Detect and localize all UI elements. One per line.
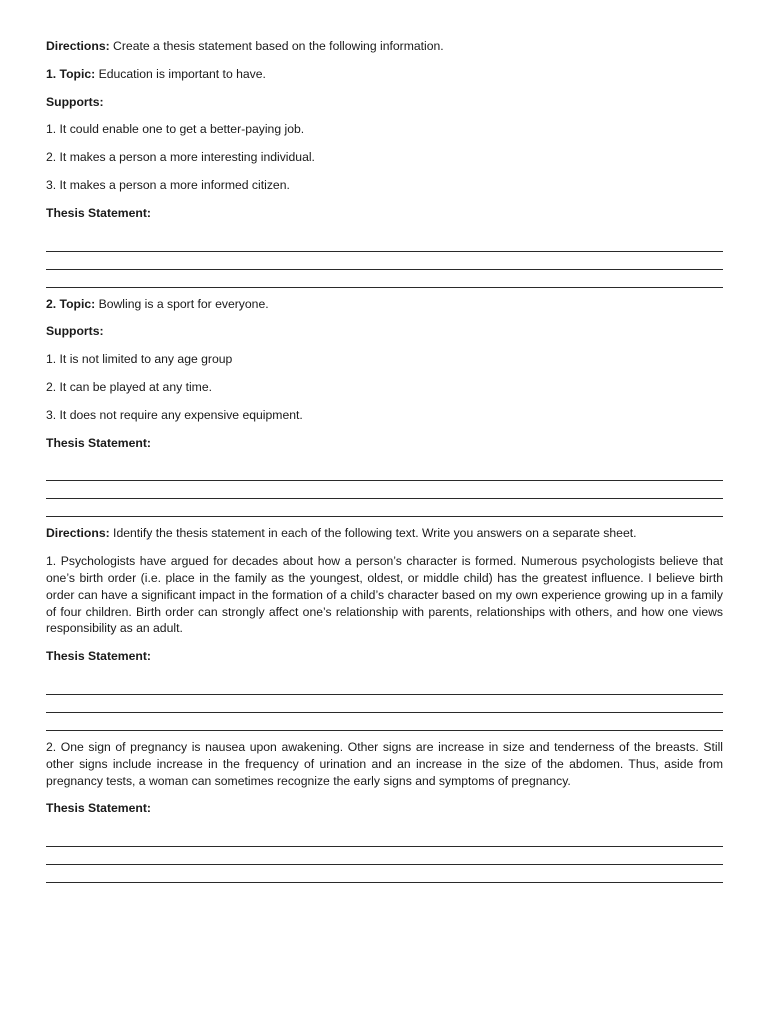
answer-line[interactable] <box>46 713 723 731</box>
item-2-support-3: 3. It does not require any expensive equipment. <box>46 407 303 422</box>
item-1-support-3: 3. It makes a person a more informed citizen. <box>46 177 290 192</box>
worksheet-page <box>46 38 723 891</box>
passage-1-thesis-label: Thesis Statement: <box>46 649 151 664</box>
item-1-answer-lines[interactable] <box>46 238 723 288</box>
passage-2-thesis-label: Thesis Statement: <box>46 801 151 816</box>
item-1-supports-label: Supports: <box>46 94 104 109</box>
answer-line[interactable] <box>46 270 723 288</box>
answer-line[interactable] <box>46 695 723 713</box>
answer-line[interactable] <box>46 252 723 270</box>
passage-1-answer-lines[interactable] <box>46 681 723 731</box>
answer-line[interactable] <box>46 865 723 883</box>
item-2-topic <box>46 296 723 313</box>
item-2-topic-text: Bowling is a sport for everyone. <box>95 296 269 311</box>
directions-2-text: Identify the thesis statement in each of the following text. Write you answers on a separate sheet. <box>109 526 637 541</box>
passage-1-text: 1. Psychologists have argued for decades about how a person’s character is formed. Numerous psychologists believe that one’s birth order (i.e. place in the family as the youngest, oldest, or middle child) has the greatest influence. I believe birth order can have a significant impact in the formation of a child’s character based on my own experience growing up in a family of four children. Birth order can strongly affect one’s relationship with parents, relationships with others, and how one views responsibility as an adult. <box>46 554 723 636</box>
directions-1-label: Directions: <box>46 39 110 53</box>
answer-line[interactable] <box>46 238 723 252</box>
passage-2-answer-lines[interactable] <box>46 833 723 883</box>
item-2-topic-label: 2. Topic: <box>46 296 96 311</box>
item-1-support-1: 1. It could enable one to get a better-paying job. <box>46 122 305 137</box>
answer-line[interactable] <box>46 499 723 517</box>
answer-line[interactable] <box>46 681 723 695</box>
item-2-answer-lines[interactable] <box>46 467 723 517</box>
item-1-thesis-label: Thesis Statement: <box>46 205 151 220</box>
passage-2-text: 2. One sign of pregnancy is nausea upon awakening. Other signs are increase in size and tenderness of the breasts. Still other signs include increase in the frequency of urination and an increase in the size of the abdomen. Thus, aside from pregnancy tests, a woman can sometimes recognize the early signs and symptoms of pregnancy. <box>46 739 723 788</box>
item-2-support-1: 1. It is not limited to any age group <box>46 352 233 367</box>
item-1-topic-text: Education is important to have. <box>95 66 266 81</box>
item-1-support-2: 2. It makes a person a more interesting individual. <box>46 150 315 165</box>
item-2-thesis-label: Thesis Statement: <box>46 435 151 450</box>
answer-line[interactable] <box>46 481 723 499</box>
directions-2-label: Directions: <box>46 526 110 541</box>
item-2-support-2: 2. It can be played at any time. <box>46 379 212 394</box>
answer-line[interactable] <box>46 847 723 865</box>
item-2-supports-label: Supports: <box>46 324 104 339</box>
directions-2 <box>46 525 723 542</box>
answer-line[interactable] <box>46 467 723 481</box>
item-1-topic <box>46 66 723 83</box>
answer-line[interactable] <box>46 833 723 847</box>
directions-1 <box>46 38 723 55</box>
directions-1-text: Create a thesis statement based on the following information. <box>109 39 444 53</box>
item-1-topic-label: 1. Topic: <box>46 66 96 81</box>
